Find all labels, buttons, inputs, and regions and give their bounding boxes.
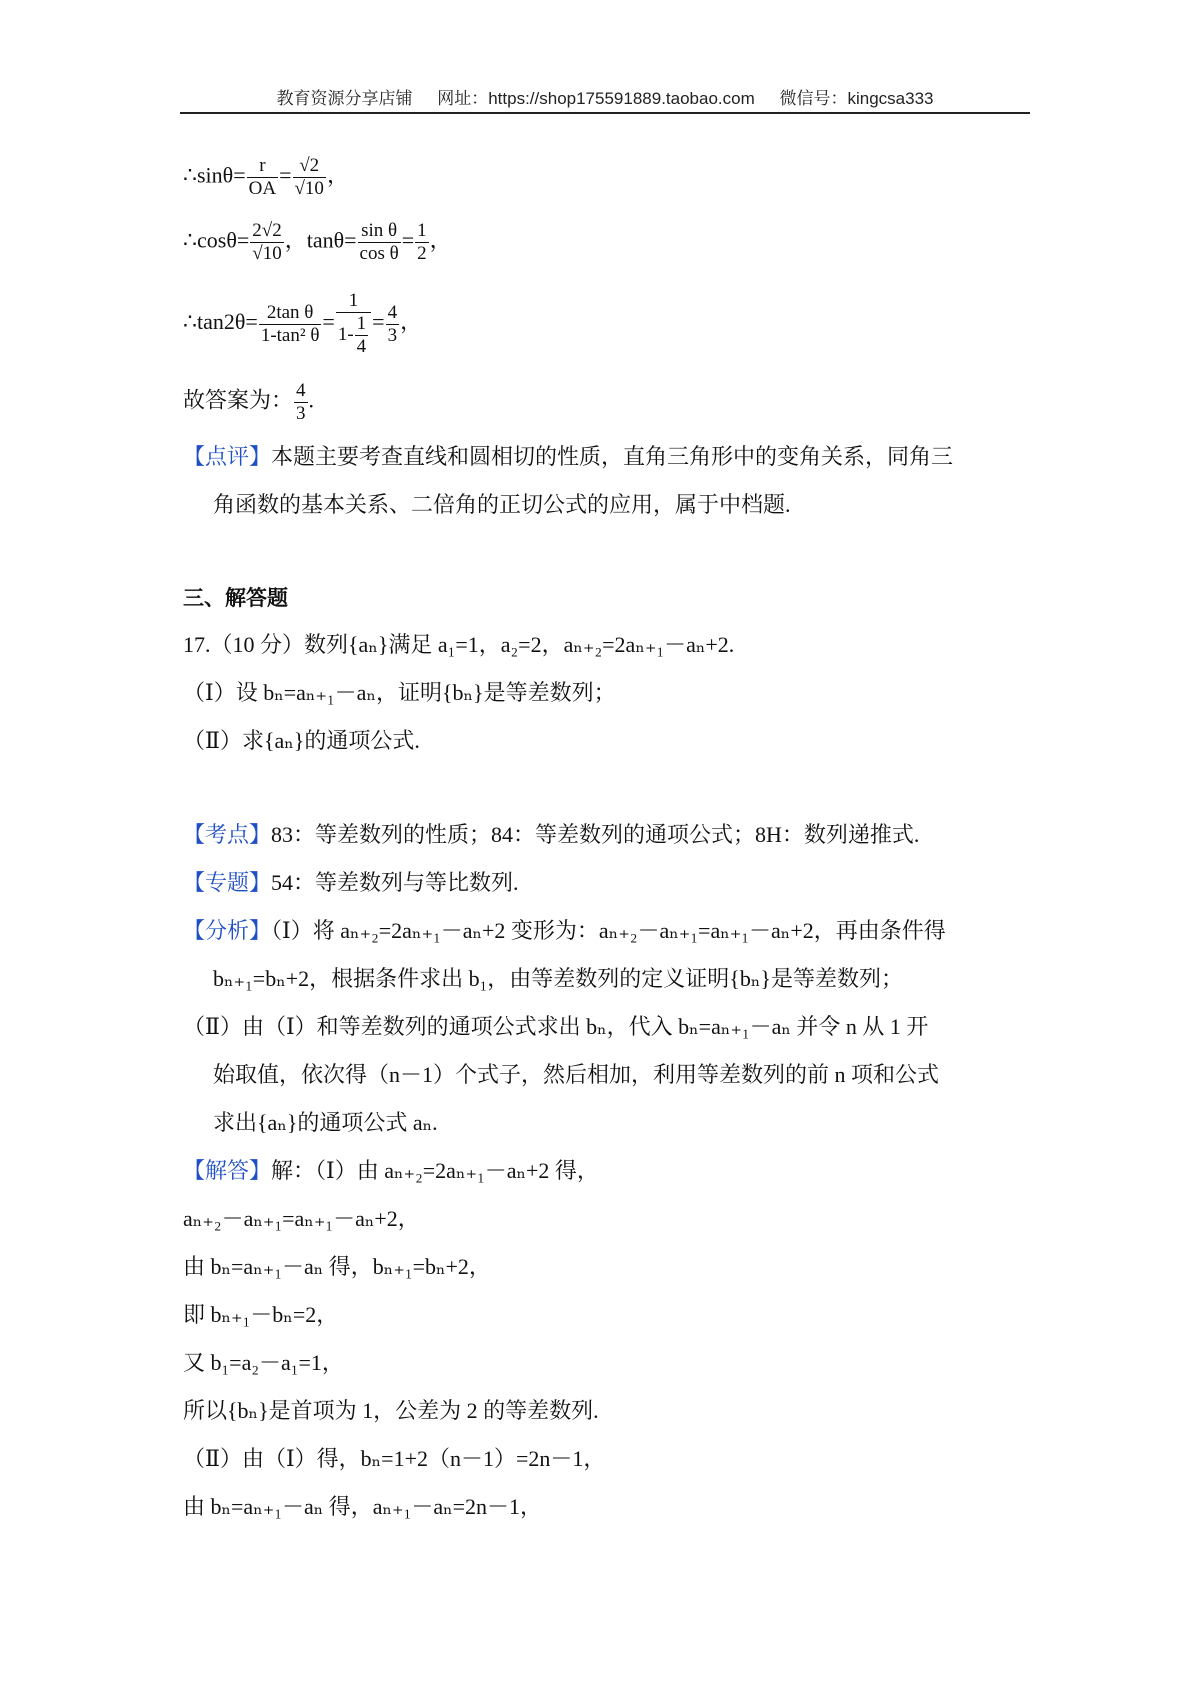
fraction-sin-cos: $\frac{\text{sin θ}}{\text{cos θ}}$ <box>359 220 399 264</box>
fraction-1-2: $\frac{1}{2}$ <box>417 220 427 264</box>
solution-line: 即 bₙ₊₁－bₙ=2， <box>183 1302 339 1327</box>
kaodian-line: 【考点】83：等差数列的性质；84：等差数列的通项公式；8H：数列递推式. <box>183 822 920 847</box>
formula-tan2: ∴tan2θ= $\frac{\text{2tan θ}}{\text{1-tan² θ}}$ = 1 1- $\frac{1}{4}$ = $\frac{4}{3}$ ， <box>183 290 423 357</box>
q17-stem: 17.（10 分）数列{aₙ}满足 a₁=1，a₂=2，aₙ₊₂=2aₙ₊₁－aₙ+2. <box>183 632 735 657</box>
comment-line-2: 角函数的基本关系、二倍角的正切公式的应用，属于中档题. <box>213 492 791 517</box>
section-title: 三、解答题 <box>183 586 288 610</box>
fraction-2tan-1minustan2: $\frac{\text{2tan θ}}{\text{1-tan² θ}}$ <box>260 301 320 346</box>
tan-label: ，tanθ= <box>284 227 357 253</box>
page-header <box>180 84 1030 109</box>
fenxi-line-3: （Ⅱ）由（Ⅰ）和等差数列的通项公式求出 bₙ，代入 bₙ=aₙ₊₁－aₙ 并令 n 从 1 开 <box>183 1014 929 1039</box>
kaodian-tag: 【考点】 <box>183 822 272 847</box>
q17-part1: （Ⅰ）设 bₙ=aₙ₊₁－aₙ，证明{bₙ}是等差数列； <box>183 680 616 705</box>
zhuanti-tag: 【专题】 <box>183 870 272 895</box>
fenxi-line-1: 【分析】（Ⅰ）将 aₙ₊₂=2aₙ₊₁－aₙ+2 变形为：aₙ₊₂－aₙ₊₁=aₙ₊₁－aₙ+2，再由条件得 <box>183 918 946 943</box>
cos-label: ∴cosθ= <box>183 227 250 253</box>
header-rule <box>180 112 1030 114</box>
answer-prefix: 故答案为： <box>183 387 294 413</box>
header-url: 网址：https://shop175591889.taobao.com <box>437 89 755 108</box>
fraction-4-3: $\frac{4}{3}$ <box>387 301 398 346</box>
tan2-label: ∴tan2θ= <box>183 309 258 335</box>
solution-line: 所以{bₙ}是首项为 1，公差为 2 的等差数列. <box>183 1398 599 1423</box>
header-shop: 教育资源分享店铺 <box>276 89 413 108</box>
fraction-1-over-1minus-quarter: 1 1- $\frac{1}{4}$ <box>336 290 371 358</box>
fenxi-line-5: 求出{aₙ}的通项公式 aₙ. <box>213 1110 438 1135</box>
solution-line: 又 b₁=a₂－a₁=1， <box>183 1350 344 1375</box>
fenxi-line-2: bₙ₊₁=bₙ+2，根据条件求出 b₁，由等差数列的定义证明{bₙ}是等差数列； <box>213 966 903 991</box>
solution-line: 由 bₙ=aₙ₊₁－aₙ 得，aₙ₊₁－aₙ=2n－1， <box>183 1494 543 1519</box>
formula-cos-tan: ∴cosθ= $\frac{2√2}{√10}$ ，tanθ= $\frac{\text{sin θ}}{\text{cos θ}}$ = $\frac{1}{2}$ ， <box>183 220 452 264</box>
jieda-line-1: 【解答】解：（Ⅰ）由 aₙ₊₂=2aₙ₊₁－aₙ+2 得， <box>183 1158 599 1183</box>
q17-part2: （Ⅱ）求{aₙ}的通项公式. <box>183 728 420 753</box>
sin-label: ∴sinθ= <box>183 162 246 188</box>
solution-line: （Ⅱ）由（Ⅰ）得，bₙ=1+2（n－1）=2n－1， <box>183 1446 606 1471</box>
solution-line: 由 bₙ=aₙ₊₁－aₙ 得，bₙ₊₁=bₙ+2， <box>183 1254 491 1279</box>
solution-line: aₙ₊₂－aₙ₊₁=aₙ₊₁－aₙ+2， <box>183 1206 420 1231</box>
fenxi-tag: 【分析】 <box>183 918 272 943</box>
jieda-tag: 【解答】 <box>183 1158 272 1183</box>
fraction-root2-root10: $\frac{√2}{√10}$ <box>294 155 324 199</box>
fenxi-line-4: 始取值，依次得（n－1）个式子，然后相加，利用等差数列的前 n 项和公式 <box>213 1062 940 1087</box>
formula-sin: ∴sinθ= $\frac{r}{OA}$ = $\frac{√2}{√10}$ ， <box>183 155 349 199</box>
answer-fraction: $\frac{4}{3}$ <box>296 380 306 424</box>
comment-line-1: 【点评】本题主要考查直线和圆相切的性质，直角三角形中的变角关系，同角三 <box>183 444 954 469</box>
answer-line: 故答案为： $\frac{4}{3}$ . <box>183 380 315 424</box>
zhuanti-line: 【专题】54：等差数列与等比数列. <box>183 870 519 895</box>
header-wechat: 微信号：kingcsa333 <box>779 89 934 108</box>
fraction-r-oa: $\frac{r}{OA}$ <box>248 155 277 199</box>
comment-tag: 【点评】 <box>183 444 272 469</box>
fraction-1-4: $\frac{1}{4}$ <box>356 313 367 357</box>
fraction-2root2-root10: $\frac{2√2}{√10}$ <box>252 220 282 264</box>
